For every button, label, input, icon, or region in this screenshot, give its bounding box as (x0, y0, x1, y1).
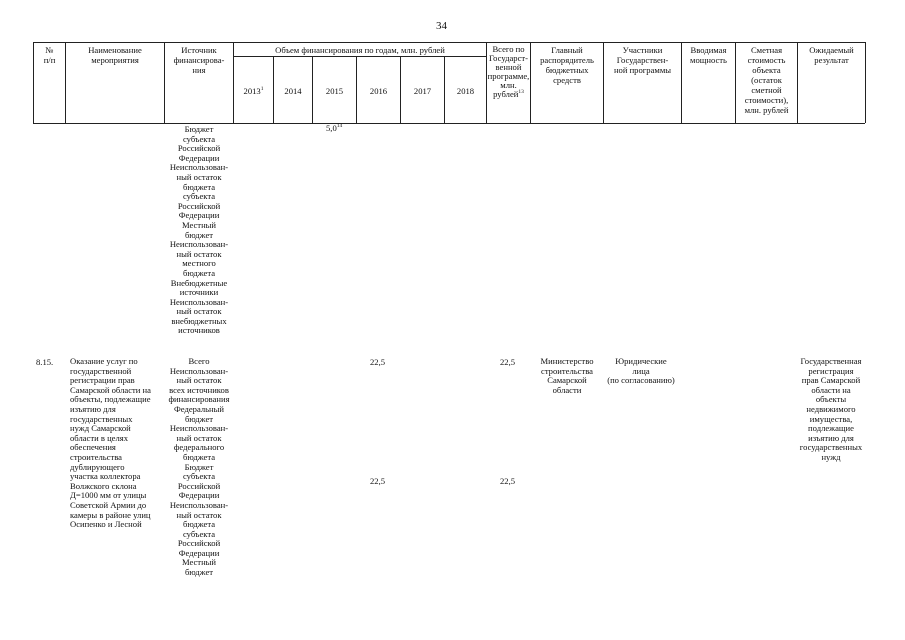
row-sum-subject-budget: 22,5 (500, 476, 516, 486)
row-name: Оказание услуг по государственной регистрации прав Самарской области на объекты, подлежащие изъятию для государственных нужд Самарской области в целях обеспечения строительства дублирующего участка коллектора Волжского склона Д=1000 мм от улицы Советской Армии до камеры в районе улиц Осипенко и Лесной (70, 356, 151, 530)
row-result: Государственная регистрация прав Самарской области на объекты недвижимого имущества, подлежащие изъятию для государственных нужд (799, 356, 863, 462)
header-year-2018: 2018 (456, 86, 475, 96)
page-number: 34 (436, 20, 447, 32)
header-participants: Участники Государствен- ной программы (613, 45, 672, 75)
header-volume: Объем финансирования по годам, млн. рублей (275, 45, 445, 55)
header-top-line (33, 42, 865, 43)
col-divider (865, 42, 866, 123)
row-participants: Юридические лица (по согласованию) (607, 356, 675, 386)
header-year-2016: 2016 (369, 86, 388, 96)
row-2016-total: 22,5 (370, 357, 386, 367)
header-year-2013: 2013$^1$ (243, 86, 264, 96)
row-2016-subject-budget: 22,5 (370, 476, 386, 486)
header-result: Ожидаемый результат (809, 45, 854, 65)
row-admin: Министерство строительства Самарской области (540, 356, 594, 395)
header-year-2017: 2017 (413, 86, 432, 96)
prev-row-sources: Бюджет субъекта Российской Федерации Неиспользован- ный остаток бюджета субъекта Российской Федерации Местный бюджет Неиспользован- ный остаток местного бюджета Внебюджетные источники Неиспользован- ный остаток внебюджетных источников (169, 124, 229, 336)
header-admin: Главный распорядитель бюджетных средств (540, 45, 594, 85)
header-mid-line (233, 56, 486, 57)
header-year-2015: 2015 (325, 86, 344, 96)
row-number: 8.15. (36, 357, 54, 367)
header-total: Всего по Государст- венной программе, млн. рублей$^{13}$ (487, 44, 530, 99)
header-source: Источник финансирова- ния (173, 45, 225, 75)
header-year-2014: 2014 (284, 86, 302, 96)
prev-row-2015-value: $5,0^{14}$ (326, 123, 343, 133)
header-num: № п/п (43, 45, 56, 65)
header-capacity: Вводимая мощность (690, 45, 727, 65)
header-bottom-line (33, 123, 865, 124)
row-sources: Всего Неиспользован- ный остаток всех источников финансирования Федеральный бюджет Неиспользован- ный остаток федерального бюджета Бюджет субъекта Российской Федерации Неиспользован- ный остаток бюджета субъекта Российской Федерации Местный бюджет (168, 356, 230, 578)
row-sum-total: 22,5 (500, 357, 516, 367)
header-cost: Сметная стоимость объекта (остаток сметной стоимости), млн. рублей (744, 45, 789, 115)
header-name: Наименование мероприятия (88, 45, 142, 65)
